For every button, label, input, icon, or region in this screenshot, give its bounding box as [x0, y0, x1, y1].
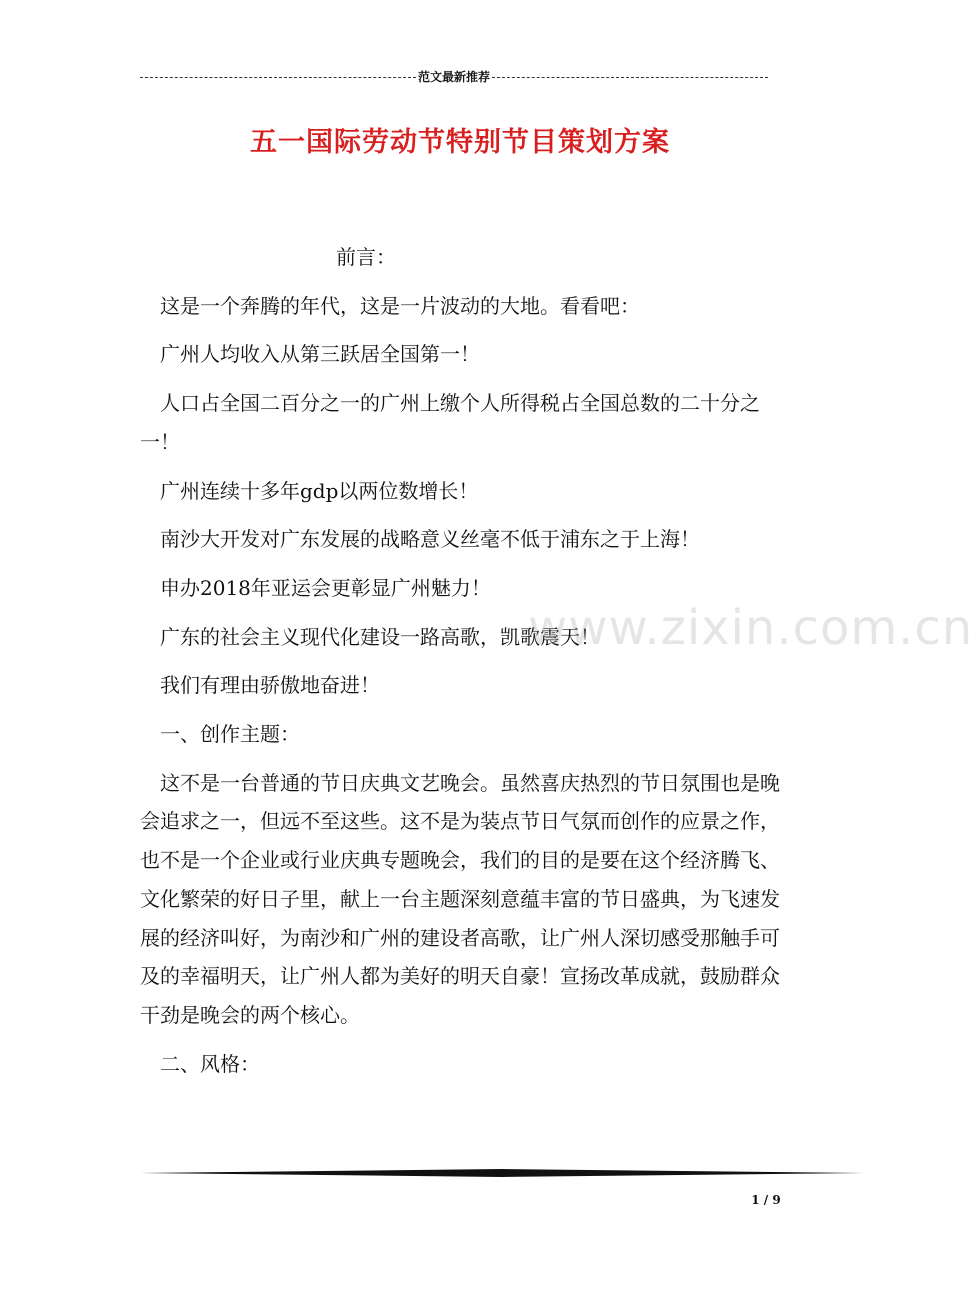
watermark: www.zixin.com.cn [528, 600, 973, 656]
paragraph: 广州连续十多年gdp以两位数增长！ [160, 478, 479, 503]
document-title: 五一国际劳动节特别节目策划方案 [250, 127, 670, 158]
header-dashes-right [492, 77, 768, 78]
paragraph: 这是一个奔腾的年代，这是一片波动的大地。看看吧： [160, 293, 640, 318]
header-dashes-left [140, 77, 416, 78]
paragraph: 人口占全国二百分之一的广州上缴个人所得税占全国总数的二十分之一！ [140, 391, 760, 454]
paragraph: 申办2018年亚运会更彰显广州魅力！ [160, 575, 491, 600]
section-heading: 一、创作主题： [160, 722, 300, 747]
page-number: 1 / 9 [751, 1193, 781, 1207]
paragraph: 这不是一台普通的节日庆典文艺晚会。虽然喜庆热烈的节日氛围也是晚会追求之一，但远不至这些。这不是为装点节日气氛而创作的应景之作，也不是一个企业或行业庆典专题晚会，我们的目的是要在这个经济腾飞、文化繁荣的好日子里，献上一台主题深刻意蕴丰富的节日盛典，为飞速发展的经济叫好，为南沙和广州的建设者高歌，让广州人深切感受那触手可及的幸福明天，让广州人都为美好的明天自豪！宣扬改革成就，鼓励群众干劲是晚会的两个核心。 [140, 770, 780, 1027]
footer-rule [140, 1168, 864, 1178]
paragraph: 我们有理由骄傲地奋进！ [160, 673, 380, 698]
preface-label: 前言： [336, 245, 396, 269]
paragraph: 广州人均收入从第三跃居全国第一！ [160, 342, 480, 367]
page-header [140, 68, 768, 86]
header-label: 范文最新推荐 [418, 70, 491, 84]
section-heading: 二、风格： [160, 1051, 260, 1076]
document-body [140, 238, 780, 1093]
paragraph: 广东的社会主义现代化建设一路高歌，凯歌震天！ [160, 624, 600, 649]
paragraph: 南沙大开发对广东发展的战略意义丝毫不低于浦东之于上海！ [160, 527, 700, 552]
